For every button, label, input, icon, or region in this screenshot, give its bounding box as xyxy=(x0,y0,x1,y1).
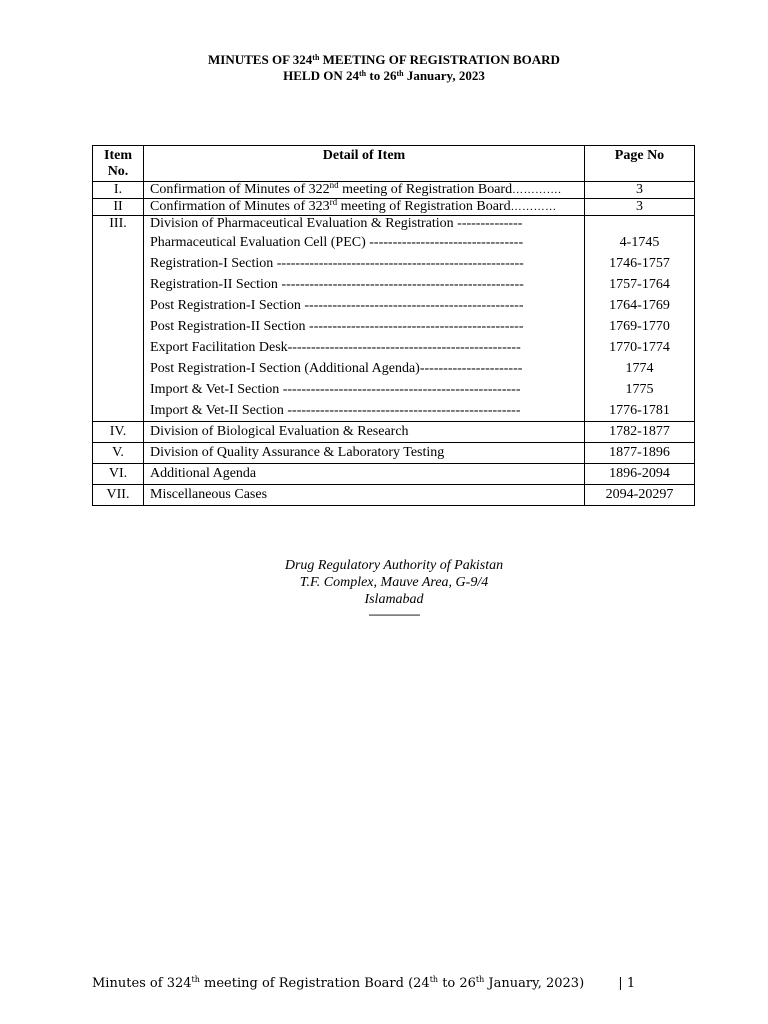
item-page: 3 xyxy=(585,182,695,199)
item-detail xyxy=(144,216,585,422)
item-no: I. xyxy=(93,182,144,199)
page-separator: | xyxy=(618,976,623,991)
item-no: VI. xyxy=(93,464,144,485)
table-row xyxy=(93,182,695,199)
sub-item-page: 1757-1764 xyxy=(609,277,670,292)
leader-dots: …………. xyxy=(512,184,562,196)
sub-item: Registration-II Section ---------------------------------------------------- xyxy=(150,277,524,292)
table-header-row xyxy=(93,146,695,182)
address-line-3: Islamabad xyxy=(364,592,424,607)
sub-item: Import & Vet-II Section -------------------------------------------------- xyxy=(150,403,521,418)
table-row xyxy=(93,199,695,216)
item-detail: Confirmation of Minutes of 323rd meeting of Registration Board………… xyxy=(144,199,585,216)
item-page: 1782-1877 xyxy=(585,422,695,443)
item-no: IV. xyxy=(93,422,144,443)
item-no: II xyxy=(93,199,144,216)
sub-item: Post Registration-I Section ----------------------------------------------- xyxy=(150,298,524,313)
table-row xyxy=(93,422,695,443)
item-detail: Additional Agenda xyxy=(144,464,585,485)
sub-item-page: 1764-1769 xyxy=(609,298,670,313)
division-heading: Division of Pharmaceutical Evaluation & Registration -------------- xyxy=(150,216,523,231)
sub-item: Registration-I Section ----------------------------------------------------- xyxy=(150,256,524,271)
sub-item-page: 1775 xyxy=(625,382,654,397)
item-detail: Division of Quality Assurance & Laboratory Testing xyxy=(144,443,585,464)
table-row xyxy=(93,443,695,464)
sub-item-page: 4-1745 xyxy=(619,235,660,250)
sub-item-page: 1774 xyxy=(625,361,654,376)
sub-item: Post Registration-I Section (Additional Agenda)---------------------- xyxy=(150,361,523,376)
item-page: 3 xyxy=(585,199,695,216)
item-no: VII. xyxy=(93,485,144,506)
header-detail: Detail of Item xyxy=(144,146,585,182)
page-footer: Minutes of 324th meeting of Registration Board (24th to 26th January, 2023) | 1 xyxy=(92,975,636,991)
address-line-2: T.F. Complex, Mauve Area, G-9/4 xyxy=(299,575,489,590)
item-page xyxy=(585,216,695,422)
item-no: III. xyxy=(93,216,144,422)
sub-item: Import & Vet-I Section --------------------------------------------------- xyxy=(150,382,521,397)
item-page: 1877-1896 xyxy=(585,443,695,464)
contents-table xyxy=(92,145,695,506)
address-line-1: Drug Regulatory Authority of Pakistan xyxy=(284,558,504,573)
document-title xyxy=(0,52,768,84)
item-page: 2094-20297 xyxy=(585,485,695,506)
title-line-2: HELD ON 24th to 26th January, 2023 xyxy=(283,68,485,83)
header-item-no: Item No. xyxy=(93,146,144,182)
item-detail: Division of Biological Evaluation & Research xyxy=(144,422,585,443)
sub-item-page: 1746-1757 xyxy=(609,256,670,271)
sub-item-page: 1776-1781 xyxy=(609,403,670,418)
item-detail: Miscellaneous Cases xyxy=(144,485,585,506)
page-number: 1 xyxy=(626,976,636,991)
header-page-no: Page No xyxy=(585,146,695,182)
sub-item-page: 1769-1770 xyxy=(609,319,670,334)
sub-item: Post Registration-II Section ---------------------------------------------- xyxy=(150,319,524,334)
table-row xyxy=(93,216,695,422)
table-row xyxy=(93,485,695,506)
sub-item: Export Facilitation Desk-------------------------------------------------- xyxy=(150,340,521,355)
sub-item-page: 1770-1774 xyxy=(609,340,670,355)
item-no: V. xyxy=(93,443,144,464)
item-detail: Confirmation of Minutes of 322nd meeting of Registration Board…………. xyxy=(144,182,585,199)
item-page: 1896-2094 xyxy=(585,464,695,485)
sub-item: Pharmaceutical Evaluation Cell (PEC) --------------------------------- xyxy=(150,235,524,250)
title-line-1: MINUTES OF 324th MEETING OF REGISTRATION BOARD xyxy=(208,52,560,67)
leader-dots: ………… xyxy=(510,201,557,213)
table-row xyxy=(93,464,695,485)
address-rule: ----------------- xyxy=(368,607,420,621)
authority-address xyxy=(0,557,768,620)
